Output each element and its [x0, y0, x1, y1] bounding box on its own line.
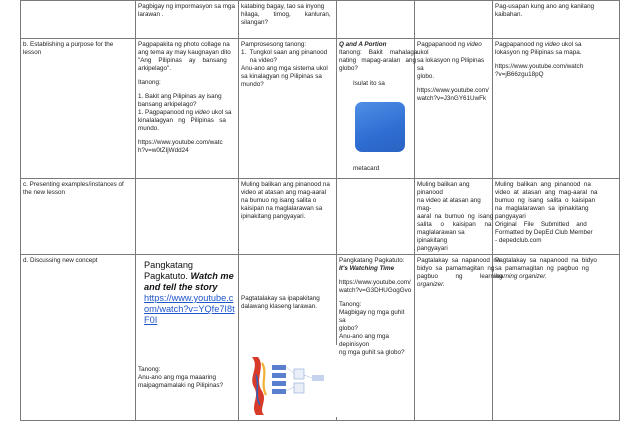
row0-col4-cell	[415, 1, 493, 39]
text-line: ipinakitang pangyayari.	[241, 212, 306, 220]
learning-organizer-text: organizer.	[417, 281, 445, 289]
video-link[interactable]: watch?v=G3DHUGogGvo	[339, 287, 412, 295]
row-label: lesson	[23, 48, 42, 56]
question-line: ng mga guhit sa globo?	[339, 349, 405, 357]
row0-col2-line: katabing bagay, tao sa inyong	[241, 2, 325, 10]
row0-col1-line: Pagbigay ng impormasyon sa mga	[138, 2, 235, 10]
text-line: "Ang Pilipinas ay bansang	[138, 56, 227, 64]
video-link[interactable]: https://www.youtube.com/watch	[495, 62, 584, 70]
row2-col2-cell	[239, 179, 337, 255]
question-line: mundo.	[138, 124, 160, 132]
text-line: Muling balikan ang pinanood	[417, 180, 470, 196]
text-line: ukol sa	[559, 40, 582, 48]
text-line: globo.	[417, 72, 435, 80]
text-line: Pangkatang Pagkatuto:	[339, 256, 405, 264]
text-line: video at atasan ang mag-aaral na	[495, 188, 598, 196]
row0-col5-cell	[493, 1, 620, 39]
video-link[interactable]: https://www.youtube.com/	[417, 86, 489, 94]
text-line: aaral na bumuo ng isang	[417, 212, 494, 220]
question-line: maipagmamalaki ng Pilipinas?	[138, 382, 224, 390]
text-line: Muling balikan ang pinanood na	[495, 180, 591, 188]
video-link[interactable]: watch?v=J3nGY61UwFk	[417, 94, 487, 102]
row3-label-cell	[21, 255, 136, 421]
row-label: d. Discussing new concept	[23, 256, 98, 264]
video-link[interactable]: F0I	[144, 315, 158, 326]
text-line: sa pamamagitan ng pagbuo ng	[495, 264, 589, 272]
row-label: c. Presenting examples/instances of	[23, 180, 124, 188]
row-presenting-examples	[21, 179, 620, 255]
question-line: Anu-ano ang mga depinisyon	[339, 333, 390, 349]
row3-col4-cell	[415, 255, 503, 421]
row1-col1-cell	[136, 39, 239, 179]
question-heading: Itanong:	[138, 78, 161, 86]
text-line: video at atasan ang mag-aaral	[241, 188, 327, 196]
text-line: Pagtalakay sa napanood na	[417, 256, 501, 264]
text-line: maglalarawan sa ipinakitang	[417, 228, 465, 244]
text-line: bidyo sa pamamagitan ng	[417, 264, 495, 272]
text-line: Pagpapanood ng	[417, 40, 467, 48]
text-line: sa lokasyon ng Pilipinas sa	[417, 56, 485, 72]
row3-col2-cell	[239, 255, 337, 421]
text-line: pagbuo ng learning	[417, 273, 503, 281]
text-line: 1. Tungkol saan ang pinanood	[241, 48, 328, 56]
row3-col1-cell	[136, 255, 239, 421]
text-line: ang tema ay may kaugnayan dito	[138, 48, 231, 56]
text-line: kaisipan na maglalarawan sa	[241, 204, 323, 212]
video-link[interactable]: ?v=jB66zgu18pQ	[495, 70, 544, 78]
row2-col3-cell	[337, 179, 415, 255]
text-line: Pagpapakita ng photo collage na	[138, 40, 230, 48]
row-label: the new lesson	[23, 188, 66, 196]
video-link[interactable]: om/watch?v=YQfe7I8t	[144, 304, 235, 315]
row-establishing-purpose	[21, 39, 620, 179]
text-line: ukol	[417, 48, 429, 56]
row0-col5-line: kaibahan.	[495, 10, 523, 18]
video-link[interactable]: https://www.youtube.com/	[339, 279, 411, 287]
watch-me-heading: and tell the story	[144, 281, 218, 292]
metacard-image	[355, 102, 405, 152]
row0-col2-line: hilaga, timog, kanluran,	[241, 10, 331, 18]
text-line: pangyayari	[417, 244, 448, 252]
question-line: 1. Bakit ang Pilipinas ay isang	[138, 92, 222, 100]
text-line: pangyayari	[495, 212, 526, 220]
video-word: video	[194, 108, 210, 116]
text-line: Formatted by DepEd Club Member	[495, 228, 593, 236]
text-line: sa kinalagyan ng Pilipinas sa	[241, 72, 322, 80]
row0-col1-line: larawan .	[138, 10, 164, 18]
row0-col5-line: Pag-usapan kung ano ang kanilang	[495, 2, 595, 10]
row2-label-cell	[21, 179, 136, 255]
group-learning-heading: Pagkatuto.	[144, 270, 191, 281]
row2-col1-cell	[136, 179, 239, 255]
row1-col5-cell	[493, 39, 620, 179]
lesson-plan-table	[20, 0, 620, 421]
text-line: arkipelago".	[138, 64, 172, 72]
watching-time-title: It's Watching Time	[339, 264, 395, 272]
video-word: video	[466, 40, 482, 48]
question-line: bansang arkipelago?	[138, 100, 197, 108]
row1-col2-cell	[239, 39, 337, 179]
row2-col5-cell	[493, 179, 620, 255]
image-caption: Isulat ito sa	[353, 79, 385, 87]
row3-col5-cell	[493, 255, 620, 421]
question-line: kinalalagyan ng Pilipinas sa	[138, 116, 226, 124]
text-line: dalawang klaseng larawan.	[241, 302, 317, 310]
text-line: globo?	[339, 64, 358, 72]
text-line: na video at atasan ang mag-	[417, 196, 481, 212]
text-line: bumuo ng isang salita o kaisipan	[495, 196, 596, 204]
text-line: - depedclub.com	[495, 236, 542, 244]
text-line: na video?	[241, 56, 278, 64]
question-line: Anu-ano ang mga maaaring	[138, 374, 217, 382]
watch-me-heading: Watch me	[190, 270, 234, 281]
text-line: Original File Submitted and	[495, 220, 587, 228]
question-line: Magbigay ng mga guhit sa	[339, 309, 405, 325]
question-line: globo?	[339, 325, 358, 333]
group-learning-heading: Pangkatang	[144, 259, 194, 270]
metacard-label: metacard	[353, 164, 380, 172]
question-line: 1. Pagpapanood ng	[138, 108, 195, 116]
row0-col2-line: silangan?	[241, 18, 268, 26]
text-line: Anu-ano ang mga sistema ukol	[241, 64, 328, 72]
row0-label-cell	[21, 1, 136, 39]
row1-label-cell	[21, 39, 136, 179]
text-line: Pagpapanood ng	[495, 40, 545, 48]
video-link[interactable]: h?v=w0tZIjWdd24	[138, 147, 189, 155]
row-discussing-new-concept	[21, 255, 620, 421]
row0-col3-cell	[337, 1, 415, 39]
row0-col2-cell	[239, 1, 337, 39]
text-line: Pagtalakay sa napanood na bidyo	[495, 256, 597, 264]
text-line: Itanong: Bakit mahalaga	[339, 48, 418, 56]
question-line: ukol sa	[209, 108, 232, 116]
row2-col4-cell	[415, 179, 493, 255]
qa-title: Q and A Portion	[339, 40, 387, 48]
video-link[interactable]: https://www.youtube.c	[144, 293, 234, 304]
text-line: lokasyon ng Pilipinas sa mapa.	[495, 48, 582, 56]
row0-col1-cell	[136, 1, 239, 39]
diagram-thumbnail	[242, 345, 338, 417]
text-line: Muling balikan ang pinanood na	[241, 180, 330, 188]
question-heading: Tanong:	[138, 366, 161, 374]
text-line: Pamprosesong tanong:	[241, 40, 307, 48]
text-line: salita o kaisipan na	[417, 220, 492, 228]
text-line: mundo?	[241, 80, 264, 88]
video-link[interactable]: https://www.youtube.com/watc	[138, 138, 223, 146]
video-word: video	[544, 40, 560, 48]
text-line: Pagtatalakay sa ipapakitang	[241, 294, 320, 302]
row1-col4-cell	[415, 39, 493, 179]
text-line: na maglalarawan sa ipinakitang	[495, 204, 589, 212]
question-heading: Tanong:	[339, 301, 362, 309]
learning-organizer-text: learning organizer.	[495, 273, 547, 281]
text-line: nating mapag-aralan ang	[339, 56, 417, 64]
row1-col3-cell	[337, 39, 418, 179]
row-continuation	[21, 1, 620, 39]
row-label: b. Establishing a purpose for the	[23, 40, 114, 48]
text-line: na bumuo ng isang salita o	[241, 196, 317, 204]
row3-col3-cell	[337, 255, 415, 421]
